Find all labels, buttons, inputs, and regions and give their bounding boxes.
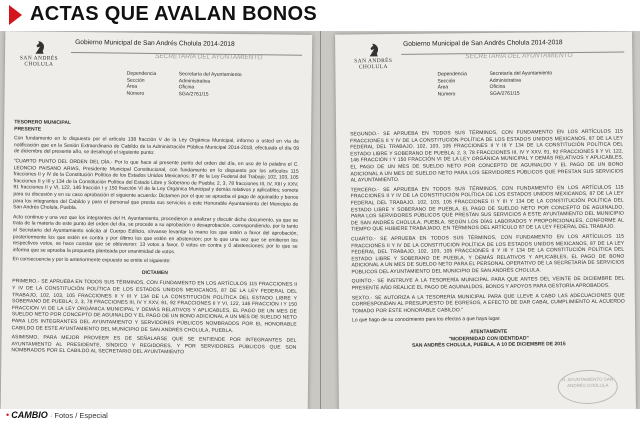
official-stamp: H. AYUNTAMIENTO SAN ANDRÉS CHOLULA <box>558 370 618 405</box>
sign-line: "MODERNIDAD CON IDENTIDAD" <box>448 335 529 343</box>
document-metadata <box>437 70 552 98</box>
addressee: TESORERO MUNICIPAL <box>14 119 72 126</box>
document-body <box>11 119 299 360</box>
headline-title: ACTAS QUE AVALAN BONOS <box>30 3 317 25</box>
resolution-paragraph: ASIMISMO, PARA MEJOR PROVEER ES DE SEÑALARSE QUE SE ENTIENDE POR INTEGRANTES DEL AYUNTAMIENTO AL PRESIDENTE, SÍNDICO Y REGIDORES, Y POR SERVIDORES PÚBLICOS QUE SON NOMBRADOS POR EL CABILDO AL SECRETARIO DEL AYUNTAMIENTO <box>11 334 297 356</box>
meta-row <box>127 90 242 98</box>
meta-key: Número <box>126 90 145 97</box>
meta-key: Área <box>437 84 449 91</box>
meta-key: Dependencia <box>126 70 157 77</box>
resolution-paragraph: QUINTO.- SE INSTRUYE A LA TESORERÍA MUNICIPAL PARA QUE ANTES DEL VEINTE DE DICIEMBRE DEL PRESENTE AÑO REALICE EL PAGO DE AGUINALDOS, BONOS Y APOYOS PARA GESTORÍA APROBADOS. <box>351 276 625 292</box>
seal-text: SECRETARÍA DEL AYUNTAMIENTO <box>465 52 573 61</box>
chess-knight-emblem-icon <box>30 37 48 55</box>
headline-banner <box>0 0 640 32</box>
paragraph: "CUARTO PUNTO DEL ORDEN DEL DÍA.- Por lo que hace al presente punto del orden del día, en uso de la palabra el C. LEONCIO PAISANO ARIAS, Presidente Municipal Constitucional, con fundamento en lo dispuesto por los artículos 115 fracciones II y IV de la Constitución Política de los Estados Unidos Mexicanos; 87 de la Ley Federal del Trabajo; 102, 103, 105 fracciones II y III y 134 de la Constitución Política del Estado Libre y Soberano de Puebla; 2, 3, 78 fracciones III, IV, XIII y XXV, 91 fracciones II y VI, 122, 146 fracción I y 150 fracción VI de la Ley Orgánica Municipal y demás relativos y aplicables; somete para su discusión y en su caso aprobación el siguiente acuerdo: Dictamen por el que se aprueba el pago de aguinaldo y bonos para los integrantes del Cabildo y para el personal que presta sus servicios a este Honorable Ayuntamiento del Municipio de San Andrés Cholula, Puebla. <box>13 158 299 212</box>
meta-row <box>438 90 553 98</box>
credit-bullet: • <box>6 410 10 420</box>
logo-text-line2: CHOLULA <box>24 61 54 68</box>
government-header: Gobierno Municipal de San Andrés Cholula 2014-2018 <box>403 39 563 48</box>
left-document-photo <box>0 31 320 409</box>
sign-line: ATENTAMENTE <box>470 328 508 336</box>
meta-value: Administrativa <box>178 77 211 85</box>
meta-key: Sección <box>126 77 145 84</box>
meta-key: Sección <box>437 77 456 85</box>
meta-value: Oficina <box>178 84 195 91</box>
resolution-paragraph: SEGUNDO.- SE APRUEBA EN TODOS SUS TÉRMINOS, CON FUNDAMENTO EN LOS ARTÍCULOS 115 FRACCIONES II Y IV DE LA CONSTITUCIÓN POLÍTICA DE LOS ESTADOS UNIDOS MEXICANOS, 87 DE LA LEY FEDERAL DEL TRABAJO, 102, 103, 105 FRACCIONES II Y III Y 134 DE LA CONSTITUCIÓN POLÍTICA DEL ESTADO LIBRE Y SOBERANO DE PUEBLA; 2, 3, 78 FRACCIONES III, IV Y XXV, 91, 92 FRACCIONES II Y VI, 122, 146 FRACCIÓN I Y 150 FRACCIÓN VI DE LA LEY ORGÁNICA MUNICIPAL Y DEMÁS RELATIVOS Y APLICABLES, EL PAGO DE UN MES DE SUELDO NETO POR CONCEPTO DE AGUINALDO Y EL PAGO DE UN BONO ADICIONAL A UN MES DE SUELDO NETO PARA LOS SERVIDORES PÚBLICOS QUE PRESTAN SUS SERVICIOS AL AYUNTAMIENTO. <box>350 128 624 184</box>
resolution-paragraph: PRIMERO.- SE APRUEBA EN TODOS SUS TÉRMINOS, CON FUNDAMENTO EN LOS ARTÍCULOS 115 FRACCIONES II Y IV DE LA CONSTITUCIÓN POLÍTICA DE LOS ESTADOS UNIDOS MEXICANOS, 87 DE LA LEY FEDERAL DEL TRABAJO, 102, 103, 105 FRACCIONES II Y III Y 134 DE LA CONSTITUCIÓN POLÍTICA DEL ESTADO LIBRE Y SOBERANO DE PUEBLA; 2, 3, 78 FRACCIONES III, IV Y XXV, 91, 92 FRACCIONES II Y VI, 122, 146 FRACCIÓN I Y 150 FRACCIÓN VI DE LA LEY ORGÁNICA MUNICIPAL Y DEMÁS RELATIVOS Y APLICABLES, EL PAGO DE UN MES DE SUELDO NETO POR CONCEPTO DE AGUINALDO Y EL PAGO DE UN BONO ADICIONAL A UN MES DE SUELDO NETO PARA LOS INTEGRANTES DEL AYUNTAMIENTO Y SERVIDORES PÚBLICOS NOMBRADOS POR EL HONORABLE CABILDO DE ESTE AYUNTAMIENTO DEL MUNICIPIO DE SAN ANDRÉS CHOLULA, PUEBLA. <box>11 278 298 334</box>
closing-line: Lo que hago de su conocimiento para los efectos a que haya lugar. <box>351 316 501 324</box>
dictamen-heading: DICTAMEN <box>141 269 168 277</box>
paragraph: Con fundamento en lo dispuesto por el artículo 138 fracción V de la Ley Orgánica Municipal, informo a usted en vía de notificación que en la Sesión Extraordinaria de Cabildo de la Administración Pública Municipal 2014-2018, efectuada el día 09 de diciembre del presente año, se desahogó el siguiente punto: <box>13 135 300 157</box>
left-document-sheet <box>1 31 313 409</box>
paragraph: Acto continuo y una vez que los integrantes del H. Ayuntamiento, procedieron a analizar y discutir dicho documento, ya que se trata de la materia de este punto del orden del día, se procede a su aprobación o desaprobación, correspondiendo, por lo tanto al Secretario del Ayuntamiento solicita al Cuerpo Edilicio, sírvanse levantar la mano los que estén a favor del aprobación, posteriormente los que estén en contra y por último los que estén en abstención; por lo que una vez que se emitieron los respectivos votos, se hace constar que se obtuvieron: 13 votos a favor, 0 votos en contra y 0 abstenciones; por lo que se informa que se aprueba la propuesta planteada por unanimidad de votos. <box>12 213 299 255</box>
right-document-sheet <box>335 31 636 409</box>
sign-line: SAN ANDRÉS CHOLULA, PUEBLA, A 10 DE DICIEMBRE DE 2015 <box>411 341 566 349</box>
paragraph: En consecuencia y por lo anteriormente expuesto se emite el siguiente: <box>12 256 171 265</box>
logo-text-line1: SAN ANDRÉS <box>354 57 393 65</box>
right-document-photo <box>320 31 640 409</box>
red-triangle-icon <box>9 5 22 25</box>
resolution-paragraph: CUARTO.- SE APRUEBA EN TODOS SUS TÉRMINOS, CON FUNDAMENTO EN LOS ARTÍCULOS 115 FRACCIONES II Y IV DE LA CONSTITUCIÓN POLÍTICA DE LOS ESTADOS UNIDOS MEXICANOS, 87 DE LA LEY FEDERAL DEL TRABAJO, 102, 103, 105 FRACCIONES II Y III Y 134 DE LA CONSTITUCIÓN POLÍTICA DEL ESTADO LIBRE Y SOBERANO DE PUEBLA, Y DEMÁS RELATIVOS Y APLICABLES, EL PAGO DE BONO ADICIONAL A UN MES DE SUELDO NETO PARA EL PERSONAL OPERATIVO DE LA SECRETARÍA DE SERVICIOS PÚBLICOS DEL AYUNTAMIENTO DEL MUNICIPIO DE SAN ANDRÉS CHOLULA. <box>351 233 625 276</box>
logo-text-line2: CHOLULA <box>358 64 388 71</box>
meta-key: Dependencia <box>437 71 467 78</box>
meta-value: Administrativa <box>489 77 521 84</box>
document-body <box>350 129 625 351</box>
resolution-paragraph: SEXTO.- SE AUTORIZA A LA TESORERÍA MUNICIPAL PARA QUE LLEVE A CABO LAS ADECUACIONES QUE CORRESPONDAN AL PRESUPUESTO DE EGRESOS, A EFECTO DE DAR CABAL CUMPLIMIENTO AL ACUERDO TOMADO POR ESTE HONORABLE CABILDO." <box>351 292 625 315</box>
resolution-paragraph: TERCERO.- SE APRUEBA EN TODOS SUS TÉRMINOS, CON FUNDAMENTO EN LOS ARTÍCULOS 115 FRACCIONES II Y IV DE LA CONSTITUCIÓN POLÍTICA DE LOS ESTADOS UNIDOS MEXICANOS, 87 DE LA LEY FEDERAL DEL TRABAJO, 102, 103, 105 FRACCIONES II Y III Y 134 DE LA CONSTITUCIÓN POLÍTICA DEL ESTADO LIBRE Y SOBERANO DE PUEBLA, EL PAGO DE SUELDO NETO POR CONCEPTO DE AGUINALDO, PARA LOS SERVIDORES PÚBLICOS QUE PRESTAN SUS SERVICIOS A ESTE AYUNTAMIENTO DEL MUNICIPIO DE SAN ANDRÉS CHOLULA, PUEBLA, SEGÚN LOS DÍAS LABORADOS Y PROPORCIONALES, CONFORME AL TIEMPO QUE HUBIERE TRABAJADO, EN TÉRMINOS DEL ARTÍCULO 87 DE LA LEY FEDERAL DEL TRABAJO. <box>350 184 625 233</box>
signature-block <box>352 328 625 351</box>
municipal-logo <box>17 37 61 68</box>
credit-text: · Fotos / Especial <box>49 411 108 420</box>
meta-value: Secretaría del Ayuntamiento <box>489 70 553 77</box>
meta-value: SGA/2761/15 <box>489 90 520 97</box>
meta-value: SGA/2761/15 <box>178 91 209 98</box>
addressee-present: PRESENTE <box>14 125 42 133</box>
photo-credit <box>6 410 108 420</box>
chess-knight-emblem-icon <box>364 40 382 58</box>
government-header: Gobierno Municipal de San Andrés Cholula 2014-2018 <box>75 38 235 48</box>
logo-text-line1: SAN ANDRÉS <box>19 55 59 62</box>
meta-value: Oficina <box>489 83 506 91</box>
meta-value: Secretaría del Ayuntamiento <box>178 71 242 79</box>
document-metadata <box>127 71 242 99</box>
meta-key: Número <box>437 91 456 98</box>
credit-brand: CAMBIO <box>11 410 48 420</box>
municipal-logo <box>351 40 395 70</box>
meta-key: Área <box>126 83 138 90</box>
seal-text: SECRETARÍA DEL AYUNTAMIENTO <box>154 52 263 62</box>
